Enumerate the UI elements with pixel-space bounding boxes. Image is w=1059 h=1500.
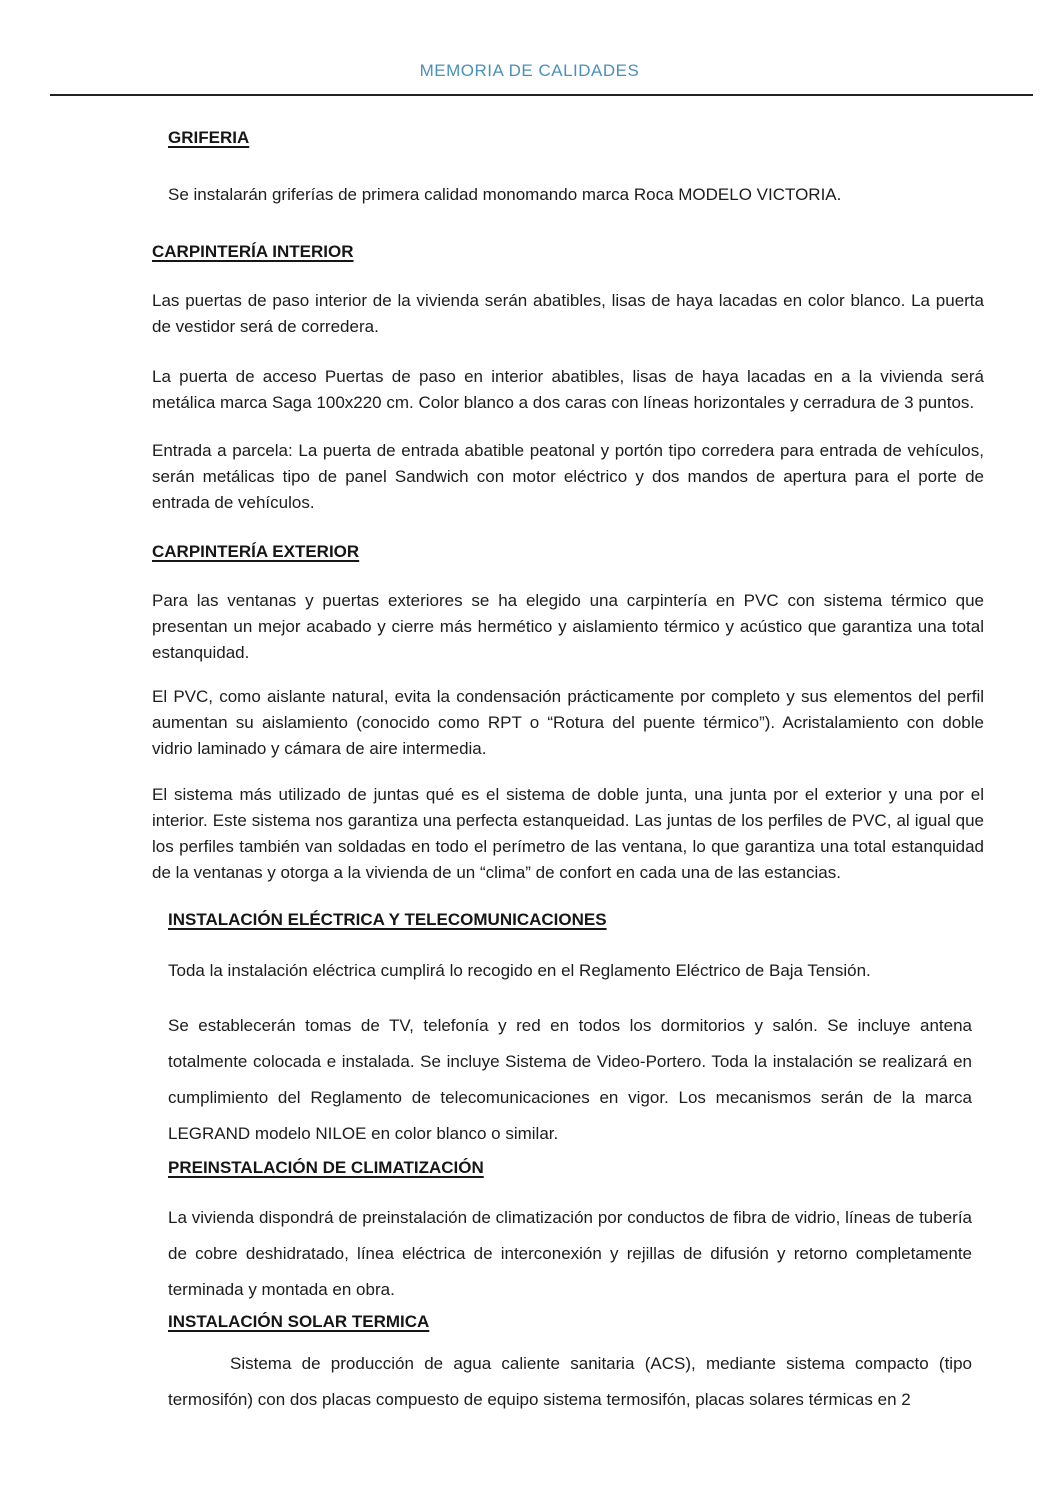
paragraph: El PVC, como aislante natural, evita la condensación prácticamente por completo y sus elementos del perfil aumentan su aislamiento (conocido como RPT o “Rotura del puente térmico”). Acristalamiento con doble vidrio laminado y cámara de aire intermedia. (152, 687, 984, 758)
section-heading-carpinteria-interior: CARPINTERÍA INTERIOR (152, 242, 354, 261)
section-heading-carpinteria-exterior: CARPINTERÍA EXTERIOR (152, 542, 360, 561)
section-griferia (168, 128, 972, 208)
section-carpinteria-exterior (152, 542, 984, 886)
paragraph: Se instalarán griferías de primera calidad monomando marca Roca MODELO VICTORIA. (168, 185, 842, 204)
section-heading-preinstalacion-climatizacion: PREINSTALACIÓN DE CLIMATIZACIÓN (168, 1158, 484, 1177)
section-instalacion-electrica (168, 910, 972, 1152)
paragraph: Se establecerán tomas de TV, telefonía y red en todos los dormitorios y salón. Se incluye antena totalmente colocada e instalada. Se incluye Sistema de Video-Portero. Toda la instalación se realizará en cumplimiento del Reglamento de telecomunicaciones en vigor. Los mecanismos serán de la marca LEGRAND modelo NILOE en color blanco o similar. (168, 1016, 972, 1143)
paragraph: Las puertas de paso interior de la vivienda serán abatibles, lisas de haya lacadas en color blanco. La puerta de vestidor será de corredera. (152, 291, 984, 336)
paragraph: El sistema más utilizado de juntas qué es el sistema de doble junta, una junta por el exterior y una por el interior. Este sistema nos garantiza una perfecta estanqueidad. Las juntas de los perfiles de PVC, al igual que los perfiles también van soldadas en todo el perímetro de las ventana, lo que garantiza una total estanquidad de la ventanas y otorga a la vivienda de un “clima” de confort en cada una de las estancias. (152, 785, 984, 882)
header-rule (50, 94, 1033, 96)
section-heading-griferia: GRIFERIA (168, 128, 250, 147)
paragraph: Para las ventanas y puertas exteriores se ha elegido una carpintería en PVC con sistema térmico que presentan un mejor acabado y cierre más hermético y aislamiento térmico y acústico que garantiza una total estanquidad. (152, 591, 984, 662)
page-header-title: MEMORIA DE CALIDADES (419, 61, 640, 80)
section-heading-instalacion-solar-termica: INSTALACIÓN SOLAR TERMICA (168, 1312, 430, 1331)
paragraph: La vivienda dispondrá de preinstalación de climatización por conductos de fibra de vidrio, líneas de tubería de cobre deshidratado, línea eléctrica de interconexión y rejillas de difusión y retorno completamente terminada y montada en obra. (168, 1208, 972, 1299)
paragraph: Toda la instalación eléctrica cumplirá lo recogido en el Reglamento Eléctrico de Baja Tensión. (168, 961, 871, 980)
section-preinstalacion-climatizacion (168, 1158, 972, 1308)
section-heading-instalacion-electrica: INSTALACIÓN ELÉCTRICA Y TELECOMUNICACIONES (168, 910, 607, 929)
paragraph: La puerta de acceso Puertas de paso en interior abatibles, lisas de haya lacadas en a la vivienda será metálica marca Saga 100x220 cm. Color blanco a dos caras con líneas horizontales y cerradura de 3 puntos. (152, 367, 984, 412)
paragraph: Sistema de producción de agua caliente sanitaria (ACS), mediante sistema compacto (tipo termosifón) con dos placas compuesto de equipo sistema termosifón, placas solares térmicas en 2 (168, 1354, 972, 1409)
paragraph: Entrada a parcela: La puerta de entrada abatible peatonal y portón tipo corredera para entrada de vehículos, serán metálicas tipo de panel Sandwich con motor eléctrico y dos mandos de apertura para el porte de entrada de vehículos. (152, 441, 984, 512)
section-carpinteria-interior (152, 242, 984, 516)
section-instalacion-solar-termica (168, 1312, 972, 1418)
